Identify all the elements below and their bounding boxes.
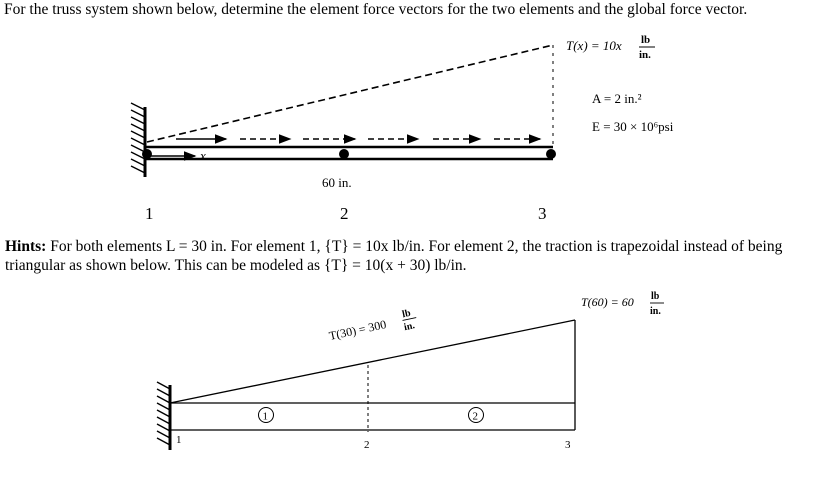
bar-element-1 [145,147,553,159]
traction-label: T(x) = 10x [566,38,622,53]
figure2 [157,291,664,451]
traction-unit-den: in. [639,49,651,61]
node-2 [339,149,349,159]
end-traction-label: T(60) = 60 [581,295,634,309]
element-label-2: 2 [472,410,478,423]
area-label: A = 2 in.² [592,91,642,106]
node-label-1: 1 [145,204,154,223]
node-label-3: 3 [538,204,547,223]
hints-prefix: Hints: [5,238,47,255]
mid-unit-den: in. [402,320,416,334]
node2-label-2: 2 [364,439,370,451]
fixed-wall-1 [131,103,145,177]
modulus-label: E = 30 × 10⁶psi [592,119,674,134]
bar-element-2 [170,320,575,430]
question-text: For the truss system shown below, determine the element force vectors for the two elements and the global force vector. [4,1,748,18]
node2-label-3: 3 [565,439,571,451]
end-unit-num: lb [651,291,660,302]
element-label-1: 1 [262,410,268,423]
length-label: 60 in. [322,175,352,190]
end-unit-den: in. [650,306,661,317]
node-label-2: 2 [340,204,349,223]
hints-paragraph [5,237,813,275]
fixed-wall-2 [157,382,170,450]
mid-traction-label-group [327,307,419,349]
traction-unit-num: lb [641,34,651,46]
node-3 [546,149,556,159]
mid-unit-num: lb [401,307,412,321]
figure1 [131,34,674,223]
x-axis-label: x [200,148,206,163]
mid-traction-label: T(30) = 300 [327,317,388,343]
node2-label-1: 1 [176,434,182,446]
traction-envelope-line [147,45,553,142]
hints-text: For both elements L = 30 in. For element 1, {T} = 10x lb/in. For element 2, the traction is trapezoidal instead of being triangular as shown below. This can be modeled as {T} = 10(x + 30) lb/in. [5,238,783,274]
node-1 [142,149,152,159]
